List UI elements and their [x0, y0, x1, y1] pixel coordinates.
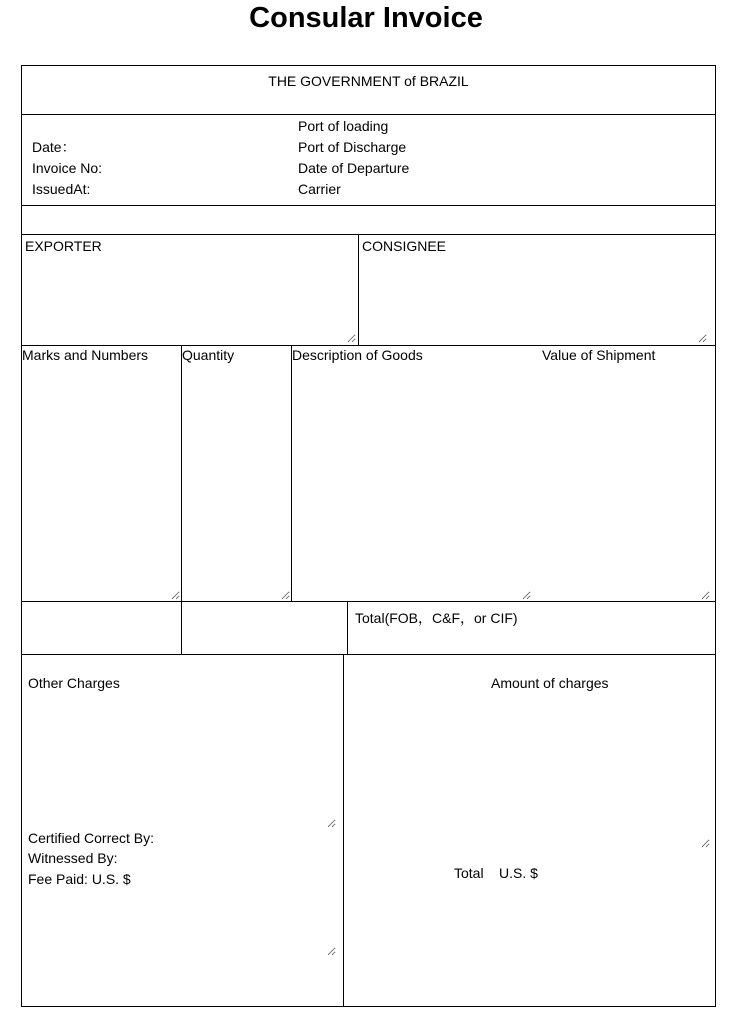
total-terms-label: Total(FOB，C&F，or CIF)	[355, 610, 518, 626]
amount-of-charges-label: Amount of charges	[491, 675, 609, 691]
witnessed-by-label: Witnessed By:	[28, 850, 118, 866]
divider	[21, 601, 716, 602]
divider	[347, 601, 348, 654]
port-of-loading-label: Port of loading	[298, 118, 389, 134]
fee-paid-label: Fee Paid: U.S. $	[28, 871, 131, 887]
divider	[21, 114, 716, 115]
consignee-textarea[interactable]	[361, 257, 707, 343]
divider	[181, 345, 182, 654]
consignee-label: CONSIGNEE	[362, 238, 447, 254]
value-of-shipment-label: Value of Shipment	[542, 347, 656, 363]
divider	[358, 234, 359, 345]
divider	[21, 205, 716, 206]
quantity-textarea[interactable]	[183, 366, 290, 600]
other-charges-textarea[interactable]	[27, 696, 336, 828]
government-heading: THE GOVERNMENT of BRAZIL	[268, 73, 469, 89]
date-of-departure-label: Date of Departure	[298, 160, 410, 176]
description-textarea[interactable]	[293, 366, 531, 600]
amount-of-charges-textarea[interactable]	[349, 696, 710, 848]
marks-textarea[interactable]	[23, 366, 180, 600]
exporter-label: EXPORTER	[25, 238, 102, 254]
carrier-label: Carrier	[298, 181, 341, 197]
charges-total-label: Total	[454, 865, 484, 881]
issued-at-label: IssuedAt:	[32, 181, 91, 197]
divider	[21, 654, 716, 655]
invoice-no-label: Invoice No:	[32, 160, 103, 176]
page-title: Consular Invoice	[249, 2, 483, 34]
divider	[21, 234, 716, 235]
date-label: Date：	[32, 139, 76, 155]
divider	[343, 654, 344, 1007]
divider	[291, 345, 292, 601]
other-charges-label: Other Charges	[28, 675, 120, 691]
exporter-textarea[interactable]	[24, 257, 356, 343]
charges-total-currency: U.S. $	[499, 865, 538, 881]
signature-textarea[interactable]	[27, 890, 336, 956]
certified-correct-label: Certified Correct By:	[28, 830, 155, 846]
port-of-discharge-label: Port of Discharge	[298, 139, 407, 155]
description-of-goods-label: Description of Goods	[292, 347, 423, 363]
value-textarea[interactable]	[538, 366, 710, 600]
marks-and-numbers-label: Marks and Numbers	[22, 347, 149, 363]
quantity-label: Quantity	[182, 347, 235, 363]
